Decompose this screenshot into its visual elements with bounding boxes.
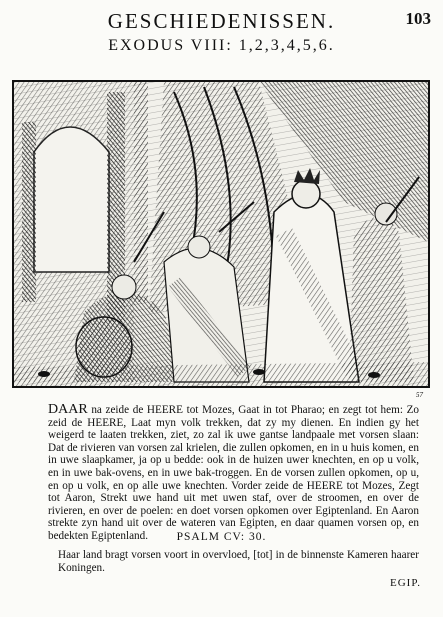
catchword: EGIP. <box>390 577 421 589</box>
psalm-text: Haar land bragt vorsen voort in overvloed, [tot] in de binnenste Kameren haarer Koningen. <box>58 549 419 574</box>
page-title: GESCHIEDENISSEN. <box>107 9 336 33</box>
page-number: 103 <box>405 9 431 28</box>
engraving-illustration <box>14 82 428 386</box>
drop-cap: DAAR <box>48 402 88 417</box>
passage-text: na zeide de HEERE tot Mozes, Gaat in tot Pharao; en zegt tot hem: Zo zeid de HEERE, Laat myn volk trekken, dat zy my dienen. En indien gy het weigerd te laaten trekken, ziet, zo zal ik uwe gantse landpaale met vorsen slaan: Dat de rivieren van vorsen zal krielen, die zullen opkomen, en in u huis komen, en in uwe slaapkamer, ja op u bedde: ook in de huizen uwer knechten, en op u volk, en in uwe bak-ovens, en in uwe bak-troggen. En de vorsen zullen opkomen, op u, en op u volk, en op alle uwe knechten. Vorder zeide de HEERE tot Mozes, Zegt tot Aaron, Strekt uwe hand uit met uwen staf, over de stroomen, en over de rivieren, en over de poelen: en doet vorsen opkomen over Egiptenland. En Aaron strekte zyn hand uit over de wateren van Egipten, en daar quamen vorsen op, en bedekten Egiptenland. <box>48 404 419 542</box>
scripture-passage <box>48 404 419 543</box>
psalm-reference: PSALM CV: 30. <box>176 531 267 543</box>
engraver-mark: 57 <box>416 391 423 399</box>
chapter-reference: EXODUS VIII: 1,2,3,4,5,6. <box>108 37 335 54</box>
engraving-plate <box>12 80 430 388</box>
